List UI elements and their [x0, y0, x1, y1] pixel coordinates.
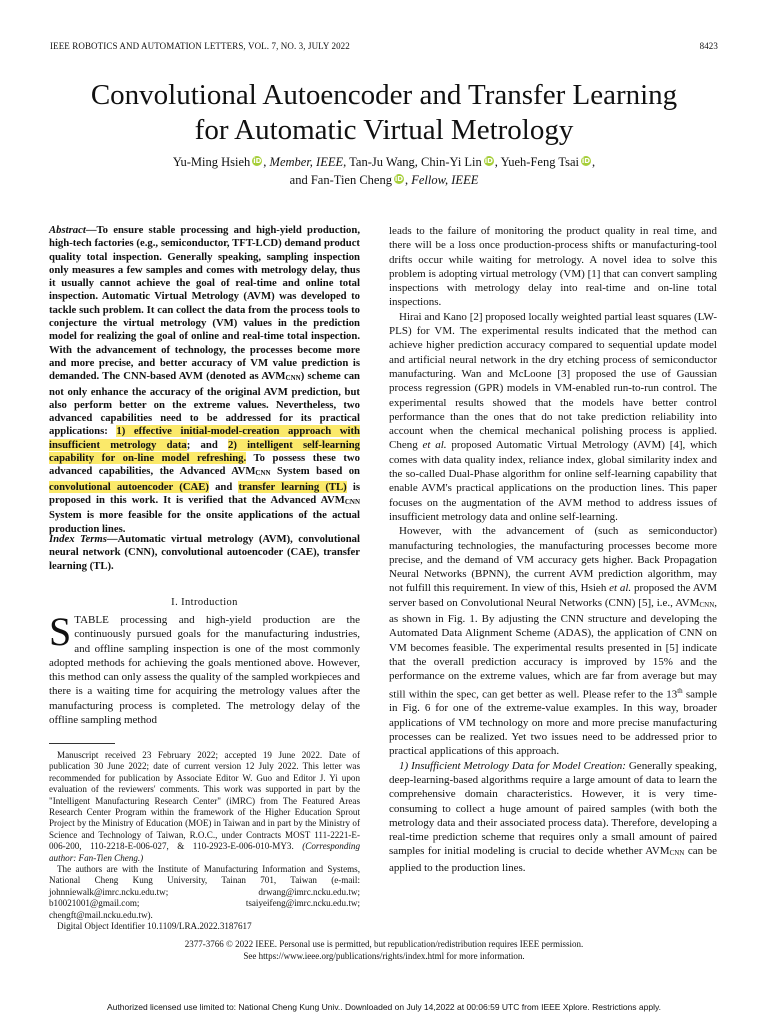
et-al: et al. [609, 582, 632, 595]
drop-cap: S [49, 609, 72, 654]
footnotes [49, 750, 360, 933]
copyright-line-1: 2377-3766 © 2022 IEEE. Personal use is permitted, but republication/redistribution requires IEEE permission. [184, 939, 584, 949]
corresponding-author: (Corresponding author: Fan-Tien Cheng.) [49, 841, 360, 863]
et-al: et al. [422, 439, 447, 452]
index-terms-lead: Index Terms [49, 533, 107, 545]
author-role: Fellow, IEEE [411, 173, 479, 187]
abstract-text: —To ensure stable processing and high-yield production, high-tech factories (e.g., semiconductor, TFT-LCD) demand product quality total inspection. Generally speaking, sampling inspection only measures a few samples and comes with metrology delay, thus it usually cannot achieve the goal of real-time and online total inspection. Automatic Virtual Metrology (AVM) was developed to tackle such problem. It can collect the data from the process tools to conjecture the virtual metrology (VM) values in the prediction model for realizing the goal of online and real-time total inspection. With the advancement of technology, the processes become more and more precise, and better accuracy of VM value prediction is demanded. The CNN-based AVM (denoted as AVM [49, 224, 360, 383]
paragraph-text: can be applied to the production lines. [389, 845, 717, 874]
author-name: Yu-Ming Hsieh [172, 155, 251, 169]
subscript: CNN [255, 469, 271, 478]
author-name: Yueh-Feng Tsai [500, 155, 579, 169]
paragraph: leads to the failure of monitoring the product quality in real time, and there will be a loss once production-process shifts or manufacturing-tool drifts occur while waiting for metrology. A novel idea to solve this problem is adopting virtual metrology (VM) [1] that can convert sampling inspections with metrology delay into real-time and on-line total inspections. [389, 225, 717, 309]
abstract-lead: Abstract [49, 224, 86, 236]
subscript: CNN [344, 497, 360, 506]
abstract-text: is proposed in this work. It is verified that the Advanced AVM [49, 480, 360, 506]
footnote-text: Manuscript received 23 February 2022; accepted 19 June 2022. Date of publication 30 June 2022; date of current version 12 July 2022. This letter was recommended for publication by Associate Editor W. Guo and Editor J. Yi upon evaluation of the reviewers' comments. This work was supported in part by the "Intelligent Manufacturing Research Center" (iMRC) from The Featured Areas Research Center Program within the framework of the Higher Education Sprout Project by the Ministry of Education (MOE) in Taiwan and in part by the Ministry of Science and Technology of Taiwan, R.O.C., under Contracts MOST 111-2221-E-006-200, 110-2218-E-006-027, & 110-2923-E-006-010-MY3. [49, 750, 360, 852]
orcid-icon[interactable]: iD [394, 175, 404, 183]
abstract-text: System based on [270, 465, 360, 478]
page-number: 8423 [699, 41, 718, 51]
superscript: th [677, 686, 683, 695]
footnote-doi[interactable]: Digital Object Identifier 10.1109/LRA.2022.3187617 [57, 921, 252, 932]
author-name: Chin-Yi Lin [421, 155, 482, 169]
subsection-heading: 1) Insufficient Metrology Data for Model Creation: [399, 759, 626, 772]
paragraph-text: However, with the advancement of (such as semiconductor) manufacturing technologies, the manufacturing processes become more precise, and the demand of VM accuracy gets higher. Back Propagation Neural Networks (BPNN), the current AVM prediction algorithm, may not fulfill this requirement. In view of this, Hsieh [389, 525, 717, 595]
abstract-text: To possess these two advanced capabilities, the Advanced AVM [49, 452, 360, 478]
index-terms [49, 533, 360, 573]
paragraph-text: proposed Automatic Virtual Metrology (AVM) [4], which comes with data quality index, reliance index, global similarity index and the so-called Dual-Phase algorithm for online self-learning capability that enable AVM's practical applications on the production lines. This paper focuses on the augmentation of the AVM method to address issues of insufficient metrology data and online self-learning. [389, 439, 717, 523]
footnote-manuscript [49, 750, 360, 864]
footnote-divider [49, 743, 115, 744]
copyright-line-2[interactable]: See https://www.ieee.org/publications/rights/index.html for more information. [243, 951, 525, 961]
right-column [389, 224, 717, 875]
paragraph [389, 759, 717, 875]
author-name: Tan-Ju Wang [349, 155, 415, 169]
subscript: CNN [669, 849, 685, 858]
author-name: and Fan-Tien Cheng [289, 173, 392, 187]
index-terms-text: —Automatic virtual metrology (AVM), convolutional neural network (CNN), convolutional autoencoder (CAE), transfer learning (TL). [49, 533, 360, 572]
paper-title [40, 78, 728, 148]
paragraph-text: , as shown in Fig. 1. By adjusting the CNN structure and developing the Automated Data Alignment Scheme (ADAS), the application of CNN on VM becomes feasible. The experimental results presented in [5] indicate that the overall prediction accuracy is improved by 15% and the performance on the extreme values, which are far from average but may still within the spec, can get better as well. Please refer to the 13 [389, 596, 717, 701]
paragraph [389, 524, 717, 758]
subscript: CNN [285, 374, 301, 383]
abstract-text: ; and [186, 438, 228, 451]
highlight: 2) intelligent self-learning capability for on-line model refreshing. [49, 438, 360, 465]
section-title: I. Introduction [171, 597, 238, 608]
author-role: Member, IEEE [269, 155, 344, 169]
paragraph-text: sample in Fig. 6 for one of the extreme-value examples. In this way, broader applications of VM technology on more and more precise manufacturing processes can be realized. Yet two issues need to be addressed prior to practical applications of this approach. [389, 688, 717, 758]
paragraph-text: Hirai and Kano [2] proposed locally weighted partial least squares (LW-PLS) for VM. The experimental results indicated that the method can achieve higher prediction accuracy compared to sequential update model and artificial neural network in the dry etching process of semiconductor manufacturing. Wan and McLoone [3] proposed the use of Gaussian process regression (GPR) models in VM-enabled run-to-run control. The experimental results showed that the models have better control performance than the ones that do not take prediction reliability into account when the chemical mechanical polishing process is applied. Cheng [389, 310, 717, 452]
introduction-text [49, 609, 360, 727]
copyright-notice [60, 938, 708, 962]
abstract-text: System is more feasible for the onsite applications of the actual production lines. [49, 509, 360, 535]
title-line-2: for Automatic Virtual Metrology [194, 114, 574, 146]
license-notice: Authorized licensed use limited to: National Cheng Kung Univ.. Downloaded on July 14,2022 at 00:06:59 UTC from IEEE Xplore. Restrictions apply. [107, 1002, 661, 1012]
footnote-affiliation: The authors are with the Institute of Manufacturing Information and Systems, National Cheng Kung University, Tainan 701, Taiwan (e-mail: johnniewalk@imrc.ncku.edu.tw; drwang@imrc.ncku.edu.tw; b10021001@gmail.com; tsaiyeifeng@imrc.ncku.edu.tw; chengft@mail.ncku.edu.tw). [49, 864, 360, 920]
highlight: transfer learning (TL) [238, 480, 347, 493]
author-line-1: Yu-Ming Hsieh iD , Member, IEEE, Tan-Ju Wang, Chin-Yi Lin iD , Yueh-Feng Tsai iD , [172, 155, 596, 169]
title-line-1: Convolutional Autoencoder and Transfer Learning [90, 79, 678, 111]
abstract-text: and [208, 480, 239, 493]
running-header [50, 41, 718, 55]
highlight: 1) effective initial-model-creation approach with insufficient metrology data [49, 425, 360, 451]
orcid-icon[interactable]: iD [484, 157, 493, 165]
journal-name: IEEE ROBOTICS AND AUTOMATION LETTERS, VOL. 7, NO. 3, JULY 2022 [50, 41, 350, 51]
orcid-icon[interactable]: iD [253, 157, 262, 165]
abstract-text: ) scheme can not only enhance the accuracy of the original AVM prediction, but also perform better on the extreme values. Nevertheless, two advanced capabilities need to be addressed for its practical applications: [49, 370, 361, 438]
paragraph [389, 310, 717, 524]
highlight: convolutional autoencoder (CAE) [49, 480, 209, 493]
author-list [60, 153, 708, 189]
intro-paragraph: TABLE processing and high-yield production are the continuously pursued goals for the manufacturing industries, and offline sampling inspection is one of the most commonly adopted methods for achieving the goals mentioned above. However, this method can only assess the quality of the sampled workpieces and there is a waiting time for acquiring the metrology values after the manufacturing process is completed. The metrology delay of the offline sampling method [49, 614, 360, 727]
abstract [49, 224, 360, 536]
subscript: CNN [699, 600, 715, 609]
author-line-2: and Fan-Tien Cheng iD , Fellow, IEEE [289, 173, 479, 187]
paragraph-text: Generally speaking, deep-learning-based algorithms require a large amount of data to learn the comprehensive domain characteristics. However, it is very time-consuming to collect a huge amount of paired samples (with both the metrology data and their associated process data). Therefore, developing a real-time prediction scheme that requires only a small amount of paired samples for initial modeling is crucial to decide whether AVM [389, 759, 718, 858]
paragraph-text: proposed the AVM server based on Convolutional Neural Networks (CNN) [5], i.e., AVM [389, 582, 717, 609]
orcid-icon[interactable]: iD [581, 157, 591, 165]
